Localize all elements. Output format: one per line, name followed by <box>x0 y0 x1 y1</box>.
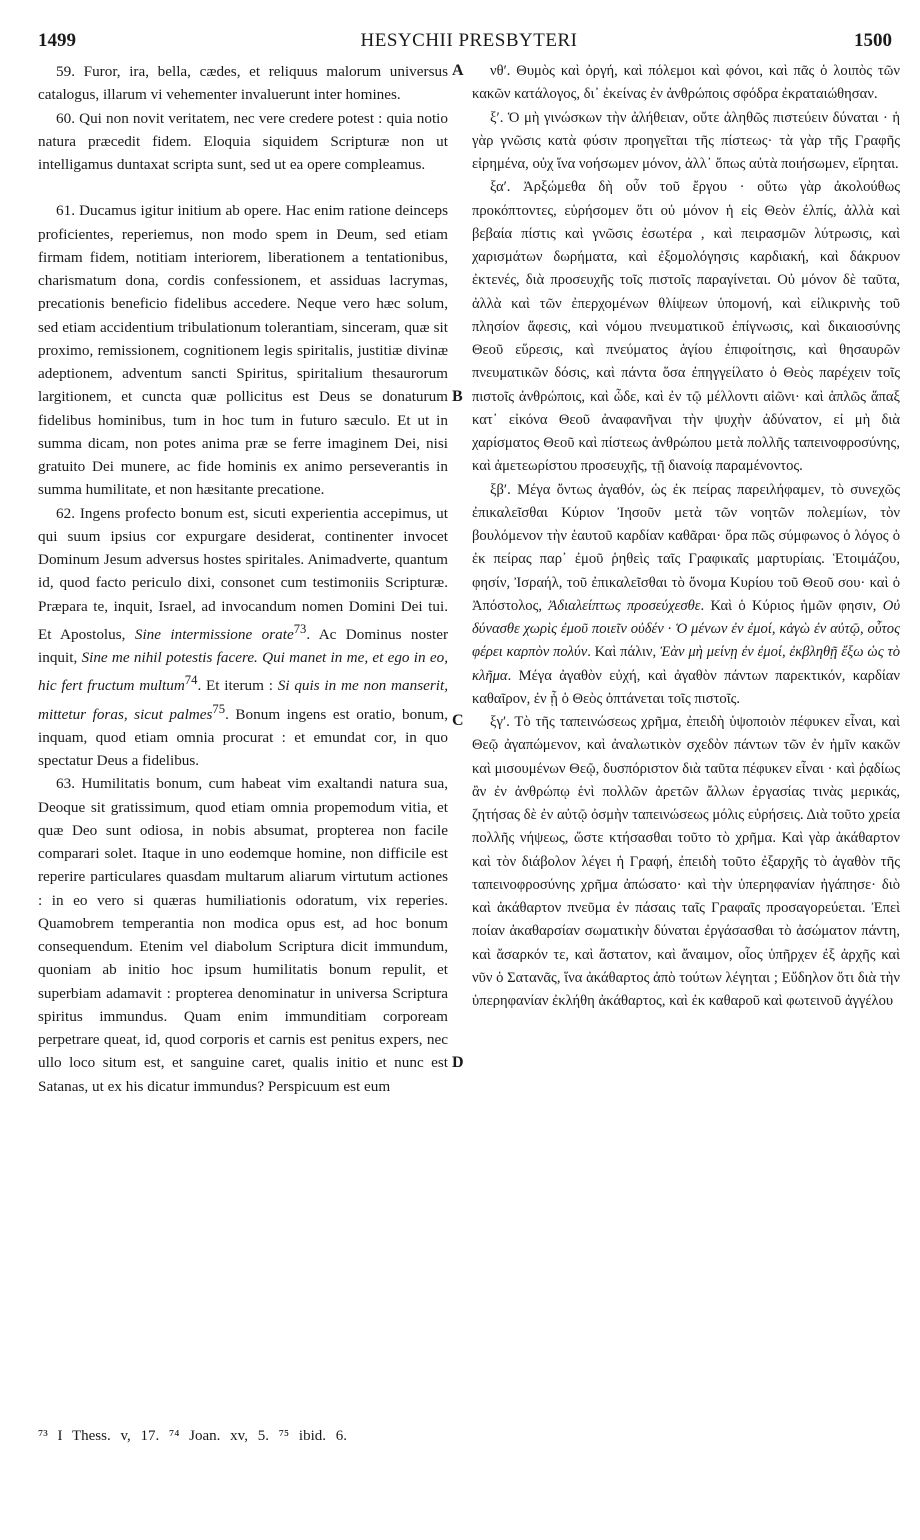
latin-paragraph-63: 63. Humilitatis bonum, cum habeat vim exaltandi natura sua, Deoque sit gratissimum, quod etiam omnia propemodum vitia, et quæ Deo sunt odiosa, in nobis absumat, propterea non facile comparari solet. Itaque in uno eodemque homine, non difficile est reperire particulares quasdam multarum aliarum virtutum actiones : in eo vero si quæras humiliationis odoratum, vix reperies. Quamobrem temperantia non modica opus est, ad hoc bonum consequendum. Etenim vel diabolum Scriptura dicit immundum, quoniam ab initio hoc ipsum humilitatis bonum repulit, et superbiam adamavit : propterea denominatur in universa Scriptura spiritus immundus. Quam enim immunditiam corpoream perpetrare queat, id, quod corporis et carnis est penitus expers, nec ullo loco situm est, et sanguine caret, qualis initio et nunc est Satanas, ut ex his dicatur immundus? Perspicuum est eum <box>38 775 448 1095</box>
margin-letter-d: D <box>452 1054 464 1071</box>
latin-column <box>38 60 448 1098</box>
running-head <box>38 30 900 60</box>
latin-paragraph-61: 61. Ducamus igitur initium ab opere. Hac enim ratione deinceps proficientes, reperiemus, non modo spem in Deum, sed etiam firmam fidem, notitiam interiorem, liberationem a tentationibus, charismatum dona, cordis confessionem, et assiduas lacrymas, precationis beneficio fidelibus accedere. Neque vero hæc solum, sed etiam accidentium tribulationum tolerantiam, sinceram, quæ sit proximo, remissionem, cognitionem legis spiritalis, justitiæ divinæ adeptionem, adventum sancti Spiritus, spiritalium thesaurorum largitionem, et cuncta quæ pollicitus est Deus se donaturum fidelibus hominibus, tum in hoc tum in futuro sæculo. Et ut in summa dicam, non potes anima præ se ferre imaginem Dei, nisi gratuito Dei munere, ac fide hominis ex animo perseverantis in summa humilitate, et non hæsitante precatione. <box>38 202 448 499</box>
latin-text: . Et iterum : <box>197 677 273 695</box>
greek-paragraph-60: ξʹ. Ὁ μὴ γινώσκων τὴν ἀλήθειαν, οὔτε ἀληθῶς πιστεύειν δύναται · ἡ γὰρ γνῶσις κατὰ φύσιν προηγεῖται τῆς πίστεως· τὰ γὰρ τῆς Γραφῆς εἰρημένα, οὐχ ἵνα νοήσωμεν μόνον, ἀλλ᾽ ὅπως αὐτὰ ποιήσωμεν, εἴρηται. <box>472 109 900 172</box>
greek-text: ξβʹ. Μέγα ὄντως ἀγαθόν, ὡς ἐκ πείρας παρειλήφαμεν, τὸ συνεχῶς ἐπικαλεῖσθαι Κύριον Ἰησοῦν μετὰ τῶν νοητῶν πολεμίων, τὸν βουλόμενον τὴν ἑαυτοῦ καρδίαν καθᾶραι· ὅρα πῶς σύμφωνος ὁ λόγος ὁ ἐκ πείρας παρ᾽ ἐμοῦ ῥηθεὶς ταῖς Γραφικαῖς μαρτυρίαις. Ἑτοιμάζου, φησίν, Ἰσραήλ, τοῦ ἐπικαλεῖσθαι τὸ ὄνομα Κυρίου τοῦ Θεοῦ σου· καὶ ὁ Ἀπόστολος, <box>472 481 900 614</box>
greek-paragraph-62 <box>472 479 900 712</box>
footnote-ref: 73 <box>293 621 307 636</box>
page-number-left: 1499 <box>38 30 76 51</box>
footnotes: ⁷³ I Thess. v, 17. ⁷⁴ Joan. xv, 5. ⁷⁵ ibid. 6. <box>38 1428 347 1444</box>
greek-quote: Ἐὰν μὴ μείνῃ ἐν ἐμοί, ἐκβληθῇ ἔξω ὡς τὸ κλῆμα <box>472 644 900 684</box>
latin-text: 62. Ingens profecto bonum est, sicuti experientia accepimus, ut qui suum ipsius cor expurgare desiderat, continenter invocet Dominum Jesum adversus hostes spiritales. Animadverte, quantum id, quod facto periculo dixi, consonet cum testimoniis Scripturæ. Præpara te, inquit, Israel, ad invocandum nomen Domini Dei tui. Et Apostolus, <box>38 504 448 643</box>
margin-letter-a: A <box>452 62 464 79</box>
greek-text: . Καὶ πάλιν, <box>587 644 657 661</box>
footnote-ref: 74 <box>184 673 198 688</box>
latin-paragraph-60: 60. Qui non novit veritatem, nec vere credere potest : quia notio natura præcedit fidem. Eloquia siquidem Scripturæ non ut intelligamus duntaxat scripta sunt, sed ut ea opere compleamus. <box>38 109 448 173</box>
greek-paragraph-61: ξαʹ. Ἀρξώμεθα δὴ οὖν τοῦ ἔργου · οὕτω γὰρ ἀκολούθως προκόπτοντες, εὑρήσομεν ὅτι οὐ μόνον ἡ εἰς Θεὸν ἐλπίς, ἀλλὰ καὶ βεβαία πίστις καὶ γνῶσις ἐσωτέρα , καὶ πειρασμῶν λύτρωσις, καὶ χαρισμάτων δωρήματα, καὶ ἐξομολόγησις καρδιακή, καὶ δάκρυον ἐκτενές, διὰ προσευχῆς τοῖς πιστοῖς παραγίνεται. Οὐ μόνον δὲ ταῦτα, ἀλλὰ καὶ τῶν ἐπερχομένων θλίψεων ὑπομονή, καὶ εἰλικρινὴς τοῦ πλησίον ἄφεσις, καὶ νόμου πνευματικοῦ ἐπίγνωσις, καὶ δικαιοσύνης Θεοῦ εὕρεσις, καὶ πνεύματος ἁγίου ἐπιφοίτησις, καὶ θησαυρῶν πνευματικῶν δόσις, καὶ πάντα ὅσα ἐπηγγείλατο ὁ Θεὸς παρέχειν τοῖς πιστοῖς ἀνθρώποις, καὶ ὧδε, καὶ ἐν τῷ μέλλοντι αἰῶνι· καὶ ἁπλῶς ἅπαξ κατ᾽ εἰκόνα Θεοῦ ἀναφανῆναι τὴν ψυχὴν ἀδύνατον, εἰ μὴ διὰ χαρίσματος Θεοῦ καὶ πίστεως ἀνθρώπου μετὰ πολλῆς ταπεινοφροσύνης, καὶ ἀμετεωρίστου προσευχῆς, τῇ διανοίᾳ παραμένοντος. <box>472 179 900 475</box>
margin-letter-c: C <box>452 712 464 729</box>
footnote-ref: 75 <box>212 701 226 716</box>
greek-quote: Οὐ δύνασθε χωρὶς ἐμοῦ ποιεῖν οὐδέν · Ὁ μένων ἐν ἐμοί, κἀγὼ ἐν αὐτῷ, οὗτος φέρει καρπὸν πολύν <box>472 597 901 661</box>
latin-paragraph-59: 59. Furor, ira, bella, cædes, et reliquus malorum universus catalogus, illarum vi vehementer invaluerunt inter homines. <box>38 63 448 104</box>
greek-paragraph-63: ξγʹ. Τὸ τῆς ταπεινώσεως χρῆμα, ἐπειδὴ ὑψοποιὸν πέφυκεν εἶναι, καὶ Θεῷ ἀγαπώμενον, καὶ ἀναλωτικὸν σχεδὸν πάντων τῶν ἐν ἡμῖν κακῶν καὶ μισουμένων Θεῷ, δυσπόριστον διὰ ταῦτα πέφυκεν εἶναι · καὶ ῥᾳδίως ἂν ἐν ἀνθρώπῳ ἑνὶ πολλῶν ἀρετῶν ἄλλων ἐργασίας τινὰς μερικάς, ζητήσας δὲ ἐν αὐτῷ ὀσμὴν ταπεινώσεως μόλις εὑρήσεις. Διὰ τοῦτο χρεία πολλῆς νήψεως, ὥστε κτήσασθαι τοῦτο τὸ χρῆμα. Καὶ γὰρ ἀκάθαρτον καὶ τὸν διάβολον λέγει ἡ Γραφή, ἐπειδὴ τοῦτο ἐξαρχῆς τὸ ἀγαθὸν τῆς ταπεινοφροσύνης χρῆμα ἀπώσατο· καὶ τὴν ὑπερηφανίαν ἠγάπησε· διὸ καὶ ἀκάθαρτον πνεῦμα ἐν πάσαις ταῖς Γραφαῖς προσαγορεύεται. Ἐπεὶ ποίαν ἀκαθαρσίαν σωματικὴν δύναται ἐργάσασθαι τὸ ἀσώματον πάντη, καὶ ἄσαρκόν τε, καὶ ἄστατον, καὶ ἄναιμον, οἷος ὑπῆρχεν ἐξ ἀρχῆς καὶ νῦν ὁ Σατανᾶς, ἵνα ἀκάθαρτος ἀπὸ τούτων λέγηται ; Εὔδηλον ὅτι διὰ τὴν ὑπερηφανίαν ἐκλήθη ἀκάθαρτος, καὶ ἐκ καθαροῦ καὶ φωτεινοῦ ἀγγέλου <box>472 714 900 1009</box>
greek-paragraph-59: νθʹ. Θυμὸς καὶ ὀργή, καὶ πόλεμοι καὶ φόνοι, καὶ πᾶς ὁ λοιπὸς τῶν κακῶν κατάλογος, δι᾽ ἐκείνας ἐν ἀνθρώποις σφόδρα ἐκραταιώθησαν. <box>472 63 900 103</box>
latin-text: . Ac Dominus noster inquit, <box>38 625 449 667</box>
latin-quote: Sine me nihil potestis facere. Qui manet in me, et ego in eo, hic fert fructum multum <box>38 649 449 695</box>
latin-quote: Si quis in me non manserit, mittetur foras, sicut palmes <box>38 677 449 723</box>
greek-quote: Ἀδιαλείπτως προσεύχεσθε <box>548 597 701 614</box>
margin-letter-b: B <box>452 388 463 405</box>
greek-text: . Καὶ ὁ Κύριος ἡμῶν φησιν, <box>700 597 877 614</box>
greek-column <box>472 60 900 1013</box>
latin-text: . Bonum ingens est oratio, bonum, inquam, quod etiam omnia procurat : et emundat cor, in quo spectatur Deus a fidelibus. <box>38 705 448 770</box>
greek-text: . Μέγα ἀγαθὸν εὐχή, καὶ ἀγαθὸν πάντων παρεκτικόν, καρδίαν καθαῖρον, ἐν ᾗ ὁ Θεὸς ὀπτάνεται τοῖς πιστοῖς. <box>472 667 900 707</box>
latin-paragraph-62 <box>38 502 448 773</box>
running-title: HESYCHII PRESBYTERI <box>360 30 578 51</box>
latin-quote: Sine intermissione orate <box>134 625 294 643</box>
margin-letters <box>452 60 470 1460</box>
page-number-right: 1500 <box>854 30 892 51</box>
